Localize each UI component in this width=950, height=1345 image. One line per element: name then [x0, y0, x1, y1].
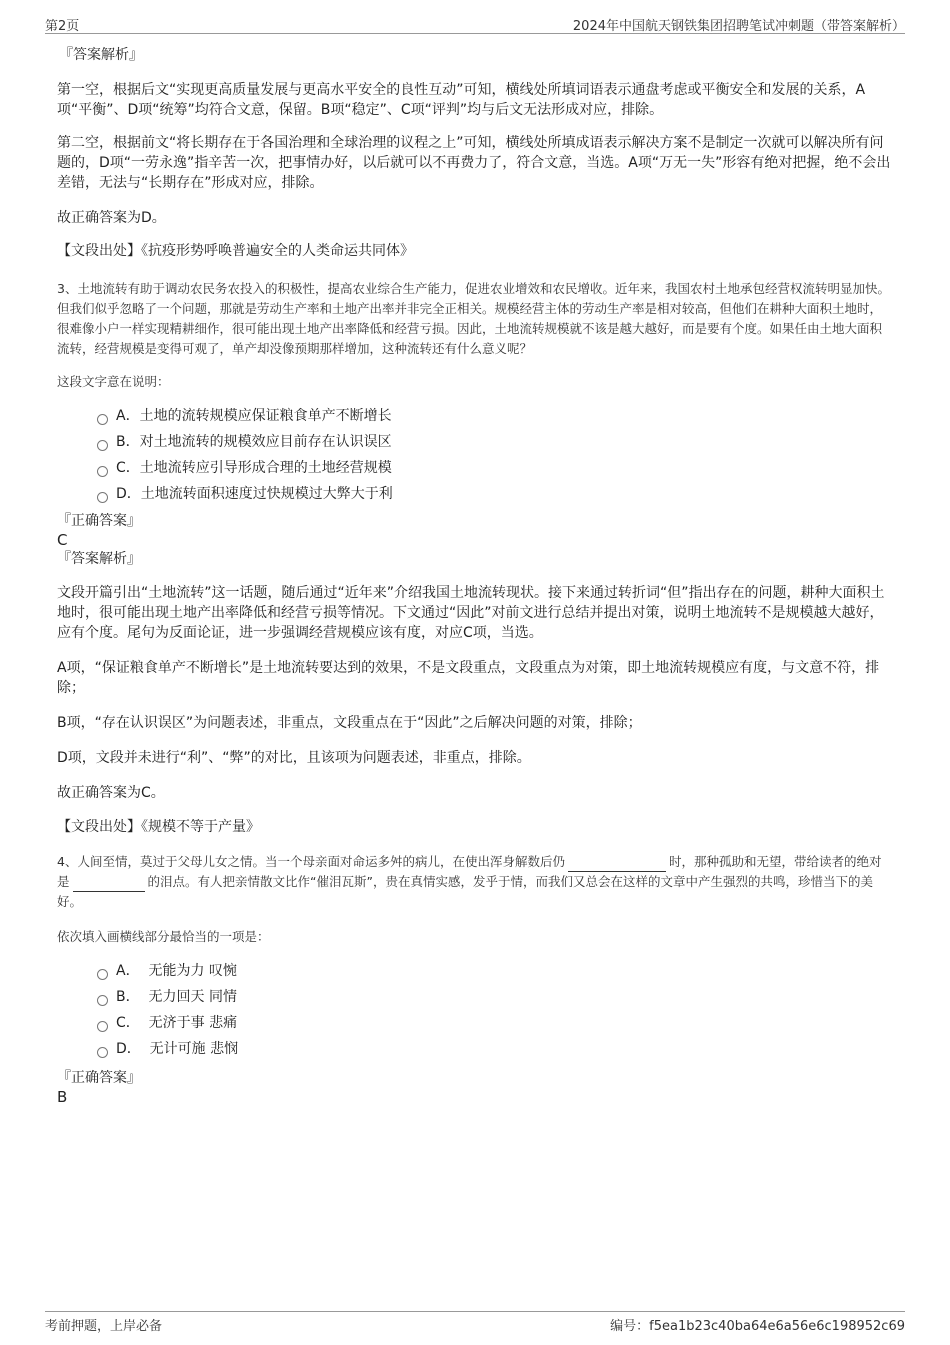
- radio-icon[interactable]: [97, 969, 108, 980]
- q3-source: 【文段出处】《规模不等于产量》: [57, 819, 260, 835]
- q3-correct-answer: C: [57, 531, 68, 549]
- q2-analysis-para-1: 第一空，根据后文“实现更高质量发展与更高水平安全的良性互动”可知，横线处所填词语表示通盘考虑或平衡安全和发展的关系，A项“平衡”、D项“统筹”均符合文意，保留。B项“稳定”、C项“评判”均与后文无法形成对应，排除。: [57, 82, 866, 118]
- page-footer: [45, 1311, 905, 1334]
- q4-blank-1: [568, 857, 666, 872]
- q3-analysis-para-1: 文段开篇引出“土地流转”这一话题，随后通过“近年来”介绍我国土地流转现状。接下来通过转折词“但”指出存在的问题，耕种大面积土地时，很可能出现土地产出率降低和经营亏损等情况。下文通过“因此”对前文进行总结并提出对策，说明土地流转不是规模越大越好，应有个度。尾句为反面论证，进一步强调经营规模应该有度，对应C项，当选。: [57, 585, 885, 641]
- q3-option-d[interactable]: [97, 481, 892, 507]
- q4-stem-part-3: 的泪点。有人把亲情散文比作“催泪瓦斯”，贵在真情实感，发乎于情，而我们又总会在这样的文章中产生强烈的共鸣，珍惜当下的美好。: [57, 874, 873, 909]
- q4-option-c[interactable]: [97, 1010, 892, 1036]
- q3-option-b[interactable]: [97, 429, 892, 455]
- page-number: 第2页: [45, 19, 80, 34]
- q4-option-d-label: D． 无计可施 悲悯: [116, 1041, 239, 1057]
- q3-option-d-label: D．土地流转面积速度过快规模过大弊大于利: [116, 486, 393, 502]
- q4-stem: [57, 852, 892, 912]
- page-header: [45, 13, 905, 34]
- q2-analysis-para-2: 第二空，根据前文“将长期存在于各国治理和全球治理的议程之上”可知，横线处所填成语表示解决方案不是制定一次就可以解决所有问题的，D项“一劳永逸”指辛苦一次，把事情办好，以后就可以不再费力了，符合文意，当选。A项“万无一失”形容有绝对把握，绝不会出差错，无法与“长期存在”形成对应，排除。: [57, 135, 891, 191]
- radio-icon[interactable]: [97, 466, 108, 477]
- q2-conclusion: 故正确答案为D。: [57, 210, 166, 226]
- document-id: 编号：f5ea1b23c40ba64e6a56e6c198952c69: [610, 1319, 905, 1334]
- q4-correct-label: 『正确答案』: [57, 1070, 141, 1086]
- q3-option-b-label: B．对土地流转的规模效应目前存在认识误区: [116, 434, 392, 450]
- q4-stem-part-1: 4、人间至情，莫过于父母儿女之情。当一个母亲面对命运多舛的病儿，在使出浑身解数后仍: [57, 854, 565, 869]
- q3-option-a-label: A．土地的流转规模应保证粮食单产不断增长: [116, 408, 392, 424]
- q3-stem: 3、土地流转有助于调动农民务农投入的积极性，提高农业综合生产能力，促进农业增效和农民增收。近年来，我国农村土地承包经营权流转明显加快。但我们似乎忽略了一个问题，那就是劳动生产率和土地产出率并非完全正相关。规模经营主体的劳动生产率是相对较高，但他们在耕种大面积土地时，很难像小户一样实现精耕细作，很可能出现土地产出率降低和经营亏损。因此，土地流转规模就不该是越大越好，而是要有个度。如果任由土地大面积流转，经营规模是变得可观了，单产却没像预期那样增加，这种流转还有什么意义呢？: [57, 281, 890, 356]
- q3-analysis-label: 『答案解析』: [57, 551, 141, 567]
- q2-analysis-label: 『答案解析』: [59, 47, 143, 63]
- radio-icon[interactable]: [97, 1047, 108, 1058]
- q4-correct-answer: B: [57, 1088, 68, 1106]
- q4-stem-part-2: 时，那种孤助和无望，带给读者的绝对是: [57, 854, 882, 889]
- q3-analysis-para-2: A项，“保证粮食单产不断增长”是土地流转要达到的效果，不是文段重点，文段重点为对策，即土地流转规模应有度，与文意不符，排除；: [57, 660, 880, 696]
- q3-option-c[interactable]: [97, 455, 892, 481]
- radio-icon[interactable]: [97, 492, 108, 503]
- q4-option-b[interactable]: [97, 984, 892, 1010]
- q4-ask: 依次填入画横线部分最恰当的一项是：: [57, 929, 270, 944]
- q3-conclusion: 故正确答案为C。: [57, 785, 165, 801]
- q4-option-a[interactable]: [97, 958, 892, 984]
- q3-analysis-para-3: B项，“存在认识误区”为问题表述，非重点，文段重点在于“因此”之后解决问题的对策，排除；: [57, 715, 642, 731]
- radio-icon[interactable]: [97, 1021, 108, 1032]
- q3-analysis-para-4: D项，文段并未进行“利”、“弊”的对比，且该项为问题表述，非重点，排除。: [57, 750, 531, 766]
- q3-options: [97, 403, 892, 507]
- q3-option-a[interactable]: [97, 403, 892, 429]
- q4-option-b-label: B． 无力回天 同情: [116, 989, 237, 1005]
- document-title: 2024年中国航天钢铁集团招聘笔试冲刺题（带答案解析）: [572, 19, 905, 34]
- page-content: [57, 45, 892, 1106]
- q2-source: 【文段出处】《抗疫形势呼唤普遍安全的人类命运共同体》: [57, 243, 414, 259]
- q4-option-c-label: C． 无济于事 悲痛: [116, 1015, 238, 1031]
- radio-icon[interactable]: [97, 414, 108, 425]
- q4-option-d[interactable]: [97, 1036, 892, 1062]
- q3-ask: 这段文字意在说明：: [57, 374, 170, 389]
- footer-slogan: 考前押题，上岸必备: [45, 1319, 163, 1334]
- radio-icon[interactable]: [97, 440, 108, 451]
- q4-option-a-label: A． 无能为力 叹惋: [116, 963, 237, 979]
- radio-icon[interactable]: [97, 995, 108, 1006]
- q3-correct-label: 『正确答案』: [57, 513, 141, 529]
- q4-blank-2: [73, 877, 145, 892]
- q4-options: [97, 958, 892, 1062]
- q3-option-c-label: C．土地流转应引导形成合理的土地经营规模: [116, 460, 392, 476]
